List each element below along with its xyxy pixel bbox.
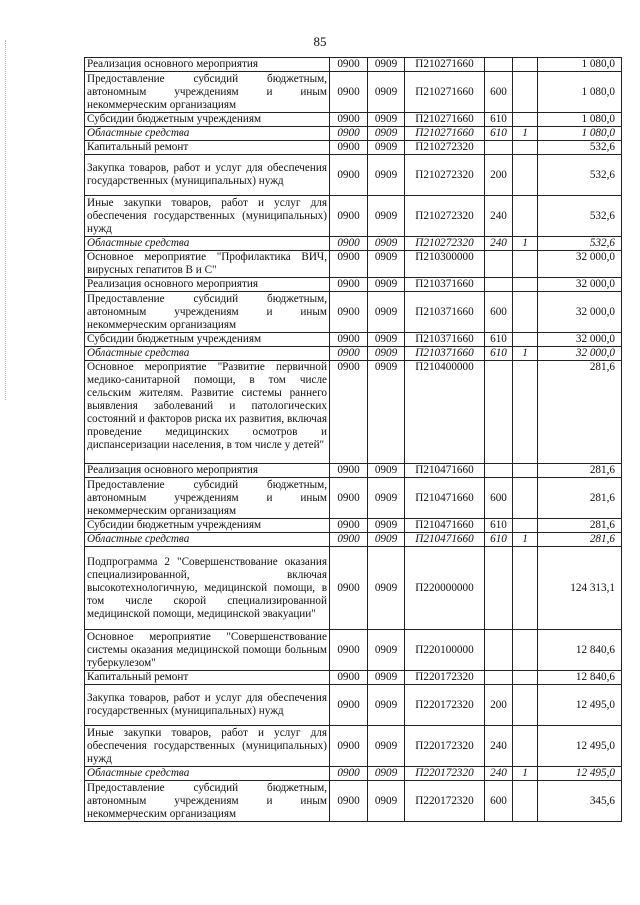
expense-type-code: 240 (485, 237, 513, 251)
row-name: Предоставление субсидий бюджетным, автономным учреждениям и иным некоммерческим организациям (85, 478, 330, 519)
cofinancing-code (513, 292, 538, 333)
ministry-code: 0900 (330, 155, 368, 196)
ministry-code: 0900 (330, 127, 368, 141)
expense-type-code (485, 547, 513, 630)
cofinancing-code (513, 464, 538, 478)
expense-type-code: 610 (485, 519, 513, 533)
cofinancing-code (513, 671, 538, 685)
article-code: П210471660 (405, 519, 485, 533)
section-code: 0909 (368, 547, 405, 630)
cofinancing-code (513, 630, 538, 671)
cofinancing-code: 1 (513, 347, 538, 361)
table-row-regional-funds (85, 237, 622, 251)
amount: 32 000,0 (538, 333, 622, 347)
table-row (85, 671, 622, 685)
page-number: 85 (313, 34, 327, 49)
table-row-regional-funds (85, 767, 622, 781)
table-row (85, 155, 622, 196)
article-code: П210271660 (405, 72, 485, 113)
row-name: Областные средства (85, 533, 330, 547)
cofinancing-code: 1 (513, 237, 538, 251)
table-row (85, 141, 622, 155)
amount: 532,6 (538, 196, 622, 237)
cofinancing-code: 1 (513, 127, 538, 141)
ministry-code: 0900 (330, 547, 368, 630)
cofinancing-code (513, 781, 538, 822)
amount: 12 840,6 (538, 671, 622, 685)
cofinancing-code (513, 113, 538, 127)
table-row (85, 251, 622, 278)
expense-type-code (485, 251, 513, 278)
article-code: П210272320 (405, 196, 485, 237)
section-code: 0909 (368, 671, 405, 685)
cofinancing-code (513, 141, 538, 155)
article-code: П210371660 (405, 347, 485, 361)
ministry-code: 0900 (330, 333, 368, 347)
article-code: П210300000 (405, 251, 485, 278)
section-code: 0909 (368, 630, 405, 671)
margin-dotted-line (5, 40, 8, 400)
row-name: Субсидии бюджетным учреждениям (85, 333, 330, 347)
table-row (85, 478, 622, 519)
ministry-code: 0900 (330, 685, 368, 726)
article-code: П220172320 (405, 685, 485, 726)
section-code: 0909 (368, 519, 405, 533)
section-code: 0909 (368, 333, 405, 347)
table-row (85, 333, 622, 347)
amount: 1 080,0 (538, 127, 622, 141)
section-code: 0909 (368, 533, 405, 547)
expense-type-code: 200 (485, 685, 513, 726)
table-row (85, 685, 622, 726)
ministry-code: 0900 (330, 630, 368, 671)
ministry-code: 0900 (330, 464, 368, 478)
section-code: 0909 (368, 292, 405, 333)
row-name: Реализация основного мероприятия (85, 58, 330, 72)
ministry-code: 0900 (330, 196, 368, 237)
ministry-code: 0900 (330, 671, 368, 685)
ministry-code: 0900 (330, 726, 368, 767)
row-name: Капитальный ремонт (85, 671, 330, 685)
ministry-code: 0900 (330, 72, 368, 113)
article-code: П210471660 (405, 478, 485, 519)
amount: 32 000,0 (538, 251, 622, 278)
expense-type-code: 610 (485, 333, 513, 347)
ministry-code: 0900 (330, 347, 368, 361)
row-name: Субсидии бюджетным учреждениям (85, 113, 330, 127)
article-code: П220172320 (405, 767, 485, 781)
cofinancing-code: 1 (513, 767, 538, 781)
table-row (85, 113, 622, 127)
amount: 1 080,0 (538, 72, 622, 113)
row-name: Субсидии бюджетным учреждениям (85, 519, 330, 533)
amount: 12 495,0 (538, 767, 622, 781)
expense-type-code: 610 (485, 127, 513, 141)
article-code: П210471660 (405, 533, 485, 547)
amount: 1 080,0 (538, 58, 622, 72)
section-code: 0909 (368, 464, 405, 478)
ministry-code: 0900 (330, 278, 368, 292)
section-code: 0909 (368, 278, 405, 292)
row-name: Областные средства (85, 127, 330, 141)
table-row (85, 547, 622, 630)
cofinancing-code (513, 72, 538, 113)
amount: 12 495,0 (538, 726, 622, 767)
expense-type-code: 610 (485, 113, 513, 127)
table-row (85, 196, 622, 237)
cofinancing-code (513, 278, 538, 292)
row-name: Реализация основного мероприятия (85, 464, 330, 478)
section-code: 0909 (368, 781, 405, 822)
row-name: Закупка товаров, работ и услуг для обеспечения государственных (муниципальных) нужд (85, 155, 330, 196)
table-row (85, 58, 622, 72)
expense-type-code (485, 361, 513, 464)
ministry-code: 0900 (330, 361, 368, 464)
section-code: 0909 (368, 767, 405, 781)
row-name: Основное мероприятие "Совершенствование системы оказания медицинской помощи больным туберкулезом" (85, 630, 330, 671)
expense-type-code: 200 (485, 155, 513, 196)
article-code: П210272320 (405, 155, 485, 196)
cofinancing-code (513, 196, 538, 237)
section-code: 0909 (368, 72, 405, 113)
article-code: П220172320 (405, 781, 485, 822)
ministry-code: 0900 (330, 519, 368, 533)
row-name: Реализация основного мероприятия (85, 278, 330, 292)
amount: 32 000,0 (538, 292, 622, 333)
amount: 532,6 (538, 237, 622, 251)
cofinancing-code (513, 333, 538, 347)
amount: 281,6 (538, 478, 622, 519)
cofinancing-code (513, 361, 538, 464)
amount: 345,6 (538, 781, 622, 822)
section-code: 0909 (368, 58, 405, 72)
amount: 124 313,1 (538, 547, 622, 630)
table-row (85, 726, 622, 767)
article-code: П210471660 (405, 464, 485, 478)
table-row (85, 72, 622, 113)
ministry-code: 0900 (330, 141, 368, 155)
article-code: П210400000 (405, 361, 485, 464)
article-code: П220100000 (405, 630, 485, 671)
ministry-code: 0900 (330, 781, 368, 822)
article-code: П210272320 (405, 237, 485, 251)
cofinancing-code (513, 155, 538, 196)
amount: 32 000,0 (538, 347, 622, 361)
article-code: П210371660 (405, 278, 485, 292)
row-name: Иные закупки товаров, работ и услуг для обеспечения государственных (муниципальных) нужд (85, 196, 330, 237)
ministry-code: 0900 (330, 478, 368, 519)
amount: 32 000,0 (538, 278, 622, 292)
table-body (85, 58, 622, 822)
section-code: 0909 (368, 251, 405, 278)
ministry-code: 0900 (330, 237, 368, 251)
row-name: Областные средства (85, 767, 330, 781)
section-code: 0909 (368, 347, 405, 361)
article-code: П210271660 (405, 58, 485, 72)
expense-type-code: 610 (485, 347, 513, 361)
expense-type-code (485, 141, 513, 155)
amount: 1 080,0 (538, 113, 622, 127)
ministry-code: 0900 (330, 292, 368, 333)
expense-type-code (485, 278, 513, 292)
article-code: П210272320 (405, 141, 485, 155)
table-row (85, 519, 622, 533)
row-name: Иные закупки товаров, работ и услуг для обеспечения государственных (муниципальных) нужд (85, 726, 330, 767)
amount: 532,6 (538, 141, 622, 155)
row-name: Закупка товаров, работ и услуг для обеспечения государственных (муниципальных) нужд (85, 685, 330, 726)
ministry-code: 0900 (330, 58, 368, 72)
amount: 281,6 (538, 533, 622, 547)
ministry-code: 0900 (330, 251, 368, 278)
row-name: Подпрограмма 2 "Совершенствование оказания специализированной, включая высокотехнологичную, медицинской помощи, в том числе скорой специализированной медицинской помощи, медицинской эвакуации" (85, 547, 330, 630)
table-row-regional-funds (85, 533, 622, 547)
expense-type-code: 240 (485, 196, 513, 237)
ministry-code: 0900 (330, 113, 368, 127)
cofinancing-code (513, 726, 538, 767)
expense-type-code (485, 464, 513, 478)
section-code: 0909 (368, 478, 405, 519)
row-name: Областные средства (85, 237, 330, 251)
row-name: Капитальный ремонт (85, 141, 330, 155)
row-name: Основное мероприятие "Развитие первичной медико-санитарной помощи, в том числе сельским жителям. Развитие системы раннего выявления заболеваний и патологических состояний и факторов риска их развития, включая проведение медицинских осмотров и диспансеризации населения, в том числе у детей" (85, 361, 330, 464)
cofinancing-code (513, 58, 538, 72)
table-row-regional-funds (85, 347, 622, 361)
row-name: Предоставление субсидий бюджетным, автономным учреждениям и иным некоммерческим организациям (85, 72, 330, 113)
article-code: П220172320 (405, 671, 485, 685)
article-code: П210371660 (405, 333, 485, 347)
row-name: Областные средства (85, 347, 330, 361)
article-code: П210271660 (405, 113, 485, 127)
expense-type-code: 240 (485, 767, 513, 781)
table-row (85, 278, 622, 292)
cofinancing-code (513, 685, 538, 726)
section-code: 0909 (368, 113, 405, 127)
section-code: 0909 (368, 196, 405, 237)
cofinancing-code (513, 478, 538, 519)
amount: 12 495,0 (538, 685, 622, 726)
expense-type-code: 600 (485, 478, 513, 519)
table-row (85, 781, 622, 822)
article-code: П210271660 (405, 127, 485, 141)
expense-type-code (485, 58, 513, 72)
row-name: Основное мероприятие "Профилактика ВИЧ, вирусных гепатитов В и С" (85, 251, 330, 278)
row-name: Предоставление субсидий бюджетным, автономным учреждениям и иным некоммерческим организациям (85, 781, 330, 822)
ministry-code: 0900 (330, 533, 368, 547)
expense-type-code: 600 (485, 72, 513, 113)
expense-type-code (485, 671, 513, 685)
amount: 281,6 (538, 361, 622, 464)
expense-type-code (485, 630, 513, 671)
amount: 281,6 (538, 519, 622, 533)
amount: 12 840,6 (538, 630, 622, 671)
article-code: П220172320 (405, 726, 485, 767)
amount: 281,6 (538, 464, 622, 478)
article-code: П210371660 (405, 292, 485, 333)
table-row (85, 464, 622, 478)
cofinancing-code (513, 547, 538, 630)
expense-type-code: 610 (485, 533, 513, 547)
cofinancing-code (513, 519, 538, 533)
section-code: 0909 (368, 141, 405, 155)
expense-type-code: 600 (485, 292, 513, 333)
section-code: 0909 (368, 361, 405, 464)
budget-table (84, 57, 622, 822)
table-row-regional-funds (85, 127, 622, 141)
expense-type-code: 600 (485, 781, 513, 822)
section-code: 0909 (368, 237, 405, 251)
table-row (85, 292, 622, 333)
section-code: 0909 (368, 726, 405, 767)
table-row (85, 630, 622, 671)
amount: 532,6 (538, 155, 622, 196)
article-code: П220000000 (405, 547, 485, 630)
table-row (85, 361, 622, 464)
ministry-code: 0900 (330, 767, 368, 781)
section-code: 0909 (368, 127, 405, 141)
row-name: Предоставление субсидий бюджетным, автономным учреждениям и иным некоммерческим организациям (85, 292, 330, 333)
expense-type-code: 240 (485, 726, 513, 767)
section-code: 0909 (368, 155, 405, 196)
cofinancing-code (513, 251, 538, 278)
section-code: 0909 (368, 685, 405, 726)
cofinancing-code: 1 (513, 533, 538, 547)
